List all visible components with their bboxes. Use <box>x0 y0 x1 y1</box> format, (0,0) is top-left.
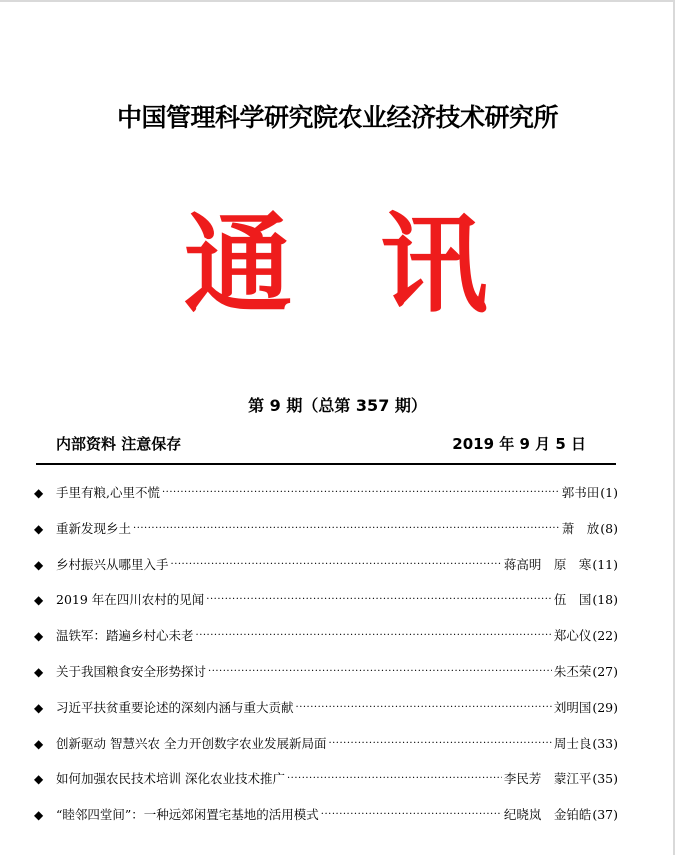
toc-page: (37) <box>592 807 618 822</box>
toc-item[interactable] <box>34 554 618 576</box>
toc-item[interactable] <box>34 768 618 790</box>
toc-leader <box>328 733 551 755</box>
toc-title: “睦邻四堂间”：一种远郊闲置宅基地的活用模式 <box>56 807 319 822</box>
org-title: 中国管理科学研究院农业经济技术研究所 <box>116 103 558 132</box>
toc-item[interactable] <box>34 804 618 826</box>
toc-title: 关于我国粮食安全形势探讨 <box>56 664 207 679</box>
diamond-bullet-icon: ◆ <box>34 665 44 679</box>
toc-page: (29) <box>592 700 618 715</box>
toc-author: 周士良 <box>553 736 592 751</box>
toc-item[interactable] <box>34 661 618 683</box>
toc-author: 朱丕荣 <box>553 664 592 679</box>
toc-leader <box>196 625 552 647</box>
toc-page: (8) <box>600 521 618 536</box>
toc-author: 郑心仪 <box>553 628 592 643</box>
toc-title: 重新发现乡土 <box>56 521 132 536</box>
masthead-char-1: 通 <box>184 202 293 328</box>
toc-leader <box>206 589 552 611</box>
toc-title: 2019 年在四川农村的见闻 <box>56 592 205 607</box>
toc-page: (33) <box>592 736 618 751</box>
page-frame-top <box>0 0 675 2</box>
toc-page: (27) <box>592 664 618 679</box>
toc-page: (18) <box>592 592 618 607</box>
toc-title: 创新驱动 智慧兴农 全力开创数字农业发展新局面 <box>56 736 327 751</box>
toc-page: (11) <box>592 557 618 572</box>
toc-leader <box>162 482 560 504</box>
toc-leader <box>287 768 502 790</box>
toc-item[interactable] <box>34 625 618 647</box>
toc-author: 李民芳 蒙江平 <box>503 771 592 786</box>
publish-date: 2019 年 9 月 5 日 <box>452 435 586 453</box>
toc-item[interactable] <box>34 697 618 719</box>
toc-author: 刘明国 <box>553 700 592 715</box>
toc-page: (1) <box>600 485 618 500</box>
toc-author: 伍 国 <box>553 592 592 607</box>
diamond-bullet-icon: ◆ <box>34 808 44 822</box>
confidential-note: 内部资料 注意保存 <box>56 435 182 453</box>
toc-author: 纪晓岚 金铂皓 <box>503 807 592 822</box>
diamond-bullet-icon: ◆ <box>34 558 44 572</box>
diamond-bullet-icon: ◆ <box>34 629 44 643</box>
header-rule <box>36 463 616 465</box>
toc-author: 萧 放 <box>561 521 600 536</box>
toc-leader <box>208 661 552 683</box>
diamond-bullet-icon: ◆ <box>34 701 44 715</box>
toc-page: (35) <box>592 771 618 786</box>
toc-title: 乡村振兴从哪里入手 <box>56 557 169 572</box>
toc-item[interactable] <box>34 482 618 504</box>
masthead <box>0 200 675 330</box>
diamond-bullet-icon: ◆ <box>34 772 44 786</box>
toc-title: 如何加强农民技术培训 深化农业技术推广 <box>56 771 285 786</box>
toc-author: 郭书田 <box>561 485 600 500</box>
toc-item[interactable] <box>34 733 618 755</box>
toc-leader <box>133 518 560 540</box>
toc-title: 手里有粮,心里不慌 <box>56 485 160 500</box>
toc-title: 温铁军：踏遍乡村心未老 <box>56 628 194 643</box>
diamond-bullet-icon: ◆ <box>34 737 44 751</box>
issue-number: 第 9 期（总第 357 期） <box>248 396 427 415</box>
toc-author: 蒋高明 原 寒 <box>503 557 592 572</box>
toc-leader <box>171 554 502 576</box>
diamond-bullet-icon: ◆ <box>34 522 44 536</box>
masthead-char-2: 讯 <box>380 202 489 328</box>
toc-title: 习近平扶贫重要论述的深刻内涵与重大贡献 <box>56 700 294 715</box>
toc-item[interactable] <box>34 589 618 611</box>
toc-leader <box>321 804 502 826</box>
toc-item[interactable] <box>34 518 618 540</box>
diamond-bullet-icon: ◆ <box>34 593 44 607</box>
diamond-bullet-icon: ◆ <box>34 486 44 500</box>
toc-page: (22) <box>592 628 618 643</box>
toc-leader <box>296 697 552 719</box>
